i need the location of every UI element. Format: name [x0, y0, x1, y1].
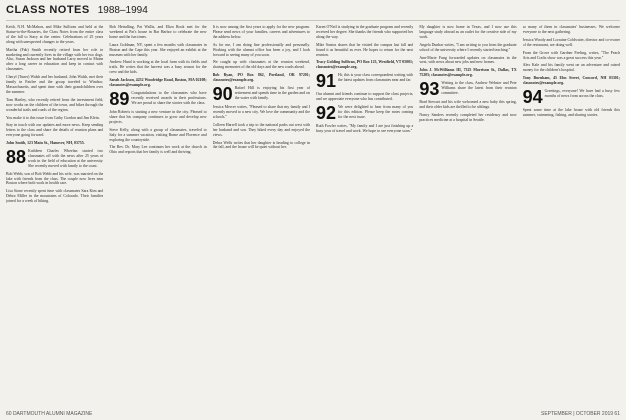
column-2 — [109, 25, 206, 409]
note-paragraph: Tom Hartley, who recently retired from the investment field, now works on the children of the town, and bikes through the wonderful trails and roads of the region. — [6, 97, 104, 112]
note-paragraph: Cheryl (Tuner) Walsh and her husband, John Walsh, met their family in Fairlee and the group traveled to Windsor, Massachusetts, and spent time with their grandchildren over the summer. — [6, 75, 104, 94]
note-paragraph: Ann-Marie Fung forwarded updates on classmates in the west, with news about new jobs and new homes. — [419, 55, 517, 65]
note-paragraph: Bob Webb, son of Bob Webb and his wife, was married on the lake with friends from the class. The couple now lives near Boston where both work in health care. — [6, 171, 104, 186]
class-year-dropcap: 89 — [109, 88, 130, 109]
note-paragraph: Martha (Fab) Smith recently retired from her role in marketing and currently lives in the village with her two dogs. Also, Susan Jackson and her husband Larry moved to Maine after a long career in education and keep in contact with classmates. — [6, 47, 104, 72]
class-year-intro: Writing to the class, Andrew Webster and Pete Williams share the latest from their reunion committee. — [441, 81, 517, 95]
note-paragraph: The Rev. Dr. Mary Lee continues her work at the church in Ohio and reports that her family is well and thriving. — [109, 145, 207, 155]
correspondent-address: Sarah Jackson, 4252 Woodridge Road, Boston, MA 02108; classnotes@example.org. — [109, 78, 207, 88]
note-paragraph: Ruth Fowler writes, "My family and I are just finishing up a busy year of travel and work. We hope to see everyone soon." — [315, 124, 414, 133]
correspondent-address: Tony Burnham, 45 Elm Street, Concord, NH 03301; classnotes@example.org. — [522, 76, 620, 86]
footer-right-folio: SEPTEMBER | OCTOBER 2019 61 — [540, 411, 620, 417]
note-paragraph: Nancy Sanders recently completed her residency and now practices medicine at a hospital in Seattle. — [419, 112, 517, 122]
class-year-block — [315, 71, 414, 92]
correspondent-address: Tracy Golding Sullivan, PO Box 123, Westfield, VT 05001; classnotes@example.org. — [315, 60, 414, 70]
note-paragraph: Steve Kelly, along with a group of classmates, traveled to Italy for a summer vacation, visiting Rome and Florence and exploring the countryside. — [109, 127, 207, 142]
note-paragraph: You make it to this issue from Cathy Gordon and Jim Klein. — [6, 115, 100, 120]
note-paragraph: Stay in touch with our updates and more news. Keep sending letters to the class and share the details of reunion plans and everyone going forward. — [6, 123, 104, 138]
class-year-block — [212, 84, 310, 105]
note-paragraph: My daughter is now home in Texas, and I now use this language study abroad as an outlet for the creative side of my work. — [419, 25, 517, 39]
note-paragraph: We caught up with classmates at the reunion weekend, sharing memories of the old days and the new roads ahead. — [212, 60, 310, 70]
class-year-dropcap: 88 — [6, 147, 27, 168]
class-year-dropcap: 90 — [212, 84, 233, 105]
columns — [6, 25, 620, 409]
note-paragraph: Colleen Harrell took a trip to the national parks out west with her husband and son. They hiked every day and enjoyed the views. — [212, 122, 310, 137]
note-paragraph: Our alumni and friends continue to support the class projects, and we appreciate everyone who has contributed. — [315, 92, 414, 102]
section-years: 1988–1994 — [97, 5, 148, 16]
class-year-dropcap: 94 — [522, 87, 543, 108]
note-paragraph: John Roberts is starting a new venture in the city. Pleased to share that his company continues to grow and develop new projects. — [109, 109, 207, 124]
note-paragraph: As for me, I am doing fine professionally and personally. Working with the alumni office has been a joy, and I look forward to seeing many of you soon. — [212, 42, 310, 57]
footer-left-folio: 60 DARTMOUTH ALUMNI MAGAZINE — [6, 411, 93, 417]
column-4 — [316, 25, 413, 409]
note-paragraph: Lisa Stone recently spent time with classmates Sara Kim and Debra Miller in the mountains of Colorado. Their families joined for a week of hiking. — [6, 189, 104, 204]
class-year-intro: Greetings, everyone! We have had a busy few months of news from across the class. — [544, 89, 620, 98]
class-year-block — [315, 103, 414, 124]
correspondent-address: John J. McWilliams III, 7325 Morrison St., Dallas, TX 75205; classnotes@example.org. — [419, 68, 517, 78]
note-paragraph: It is now among the first years to apply for the new program. Please send news of your families, careers and adventures to the address below. — [212, 25, 310, 39]
section-title: CLASS NOTES — [6, 4, 90, 16]
note-paragraph: Debra Wells writes that her daughter is heading to college in the fall, and the house will be quiet without her. — [212, 140, 310, 150]
note-paragraph: Brad Stewart and his wife welcomed a new baby this spring, and their older kids are thrilled to be siblings. — [419, 100, 517, 110]
note-paragraph: Mike Santos shares that he visited the campus last fall and found it as beautiful as ever. He hopes to return for the next reunion. — [315, 42, 414, 57]
class-year-intro: Rafael Hill is enjoying his first year of retirement and spends time in the garden and on the water with family. — [234, 86, 310, 100]
class-year-dropcap: 93 — [419, 79, 440, 100]
class-year-intro: Congratulations to the classmates who have recently received awards in their professions. We are proud to share the stories with the class. — [131, 90, 207, 105]
column-3 — [213, 25, 310, 409]
class-year-dropcap: 91 — [315, 71, 337, 92]
note-paragraph: From the Grove with Gardner Feeling, writes, "The Peach Arts and Crafts show was a great success this year." — [522, 50, 620, 60]
note-paragraph: Karen O'Neil is studying in the graduate program and recently received her degree. She thanks the friends who supported her along the way. — [315, 25, 414, 39]
note-paragraph: Bob Heindling, Pat Wallis, and Eliza Rook met for the weekend at Pat's house in Bar Harbor to celebrate the new home and the fun times. — [109, 25, 207, 39]
note-paragraph: Jessica Woody and Lorraine Coldwater, director and co-owner of the restaurant, are doing well. — [522, 37, 620, 47]
class-year-intro: Kathleen Charles Wheelan started two classmates off with the news after 25 years of work in the field of education at the university. She recently moved with family to the coast. — [28, 149, 104, 168]
note-paragraph: so many of them in classmates’ businesses. We welcome everyone to the next gathering. — [522, 25, 620, 34]
note-paragraph: Laura Goldman, NY, spent a few months with classmates in Boston and the Cape this year. She enjoyed an exhibit at the museum with her family. — [109, 42, 207, 57]
note-paragraph: Jessica Mercer writes, "Pleased to share that my family and I recently moved to a new city. We love the community and the schools." — [212, 105, 310, 119]
column-1 — [6, 25, 103, 409]
correspondent-address: Bob Ryan, PO Box 862, Portland, OR 97201; classnotes@example.org. — [212, 73, 310, 83]
page-footer — [6, 411, 620, 417]
note-paragraph: Keith, N.H. McMahon, and Mike Sullivan and held at the Statue-to-the-Rosaries, the Class Notes from the entire class of the fall to Stacy at the center. Celebrations of 25 years along with unexpected changes to the years. — [6, 25, 104, 44]
note-paragraph: Spent some time at the lake house with old friends this summer, swimming, fishing, and sharing stories. — [522, 108, 620, 117]
class-year-dropcap: 92 — [315, 103, 337, 124]
correspondent-address: John Smith, 123 Main St., Hanover, NH, 03755. — [6, 141, 85, 146]
class-year-block — [109, 88, 207, 109]
note-paragraph: Alex Kale and his family went on an adventure and raised money for the children's hospital. — [522, 63, 620, 73]
column-5 — [419, 25, 516, 409]
column-6 — [523, 25, 620, 409]
note-paragraph: Angela Dunbar writes, "I am writing to you from the graduate school of the university where I recently started teaching." — [419, 42, 517, 52]
section-header — [6, 4, 620, 21]
class-year-intro: Hi, this is your class correspondent writing with the latest updates from classmates near and far. — [338, 73, 414, 83]
note-paragraph: Andrew Hand is working at the local farm with its fields and trails. He writes that the harvest was a busy season for the crew and the kids. — [109, 60, 207, 75]
class-year-intro: We were delighted to hear from many of you for this edition. Please keep the notes coming for the next issue. — [338, 105, 414, 119]
class-year-block — [6, 149, 103, 169]
class-year-block — [522, 87, 620, 108]
class-year-block — [419, 79, 517, 100]
